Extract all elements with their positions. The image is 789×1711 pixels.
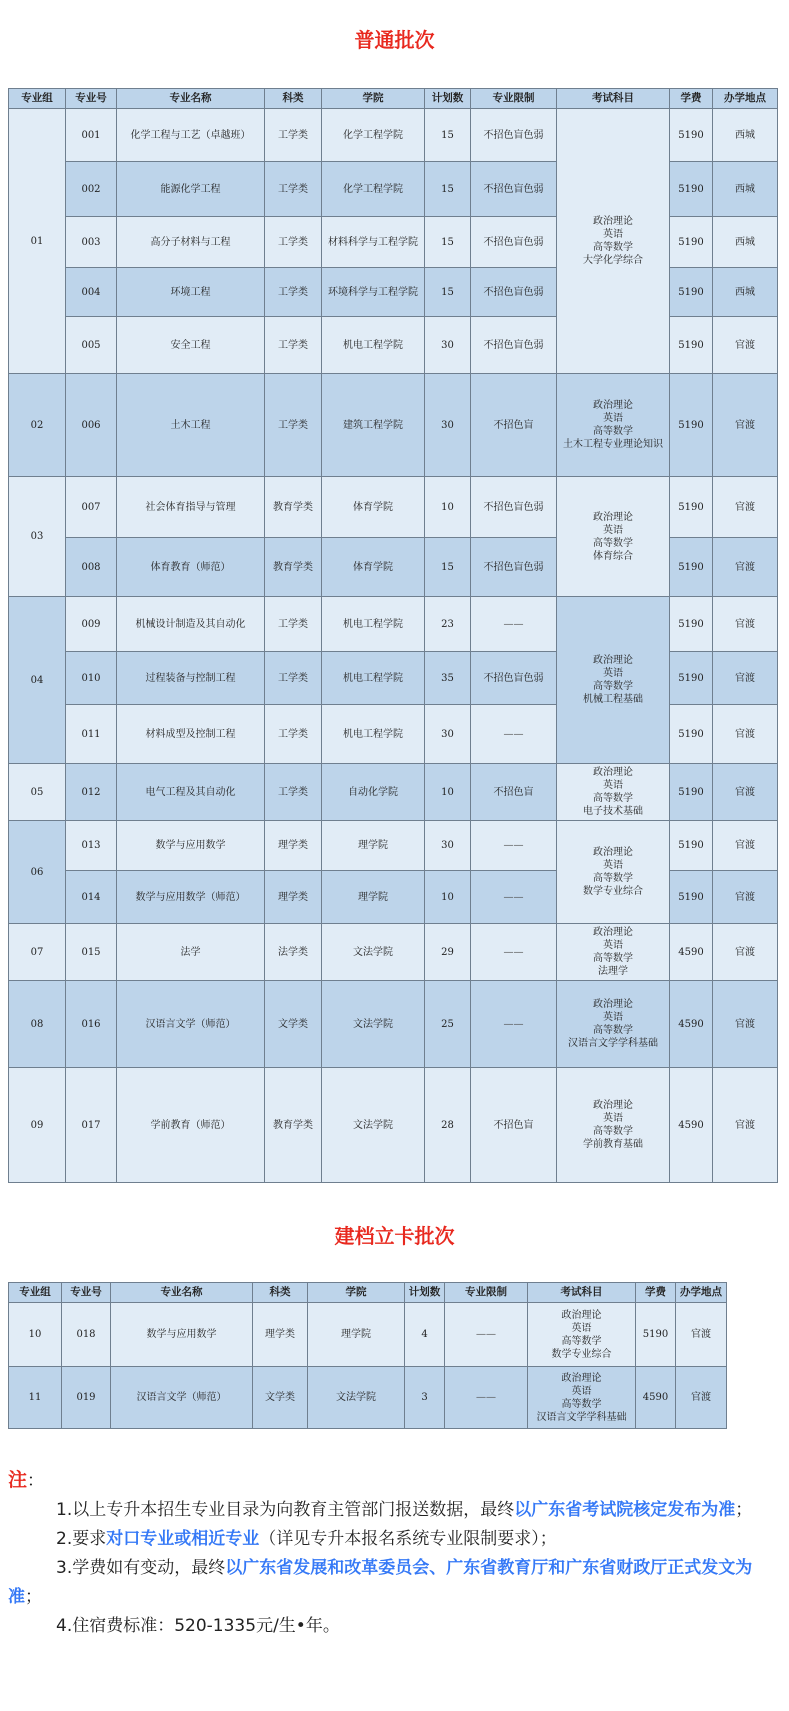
header-fee: 学费 — [636, 1283, 676, 1303]
college: 机电工程学院 — [322, 597, 425, 652]
exam-subjects: 政治理论 英语 高等数学 数学专业综合 — [528, 1303, 636, 1367]
table-row — [9, 764, 778, 821]
category: 工学类 — [265, 764, 322, 821]
fee: 4590 — [670, 981, 713, 1068]
major-name: 汉语言文学（师范） — [111, 1367, 253, 1429]
fee: 5190 — [670, 821, 713, 871]
category: 理学类 — [265, 871, 322, 924]
college: 理学院 — [322, 871, 425, 924]
college: 文法学院 — [308, 1367, 405, 1429]
major-name: 安全工程 — [117, 317, 265, 374]
restriction: —— — [445, 1303, 528, 1367]
exam-subjects: 政治理论 英语 高等数学 机械工程基础 — [557, 597, 670, 764]
category: 教育学类 — [265, 1068, 322, 1183]
plan: 35 — [425, 652, 471, 705]
college: 机电工程学院 — [322, 705, 425, 764]
notes-section — [8, 1466, 783, 1641]
location: 官渡 — [713, 538, 778, 597]
major-name: 体育教育（师范） — [117, 538, 265, 597]
exam-subjects: 政治理论 英语 高等数学 数学专业综合 — [557, 821, 670, 924]
category: 工学类 — [265, 705, 322, 764]
group-cell: 09 — [9, 1068, 66, 1183]
college: 文法学院 — [322, 1068, 425, 1183]
plan: 23 — [425, 597, 471, 652]
restriction: —— — [445, 1367, 528, 1429]
fee: 5190 — [670, 317, 713, 374]
major-no: 017 — [66, 1068, 117, 1183]
group-cell: 03 — [9, 477, 66, 597]
table-row — [9, 981, 778, 1068]
plan: 10 — [425, 871, 471, 924]
major-name: 化学工程与工艺（卓越班） — [117, 109, 265, 162]
major-name: 能源化学工程 — [117, 162, 265, 217]
plan: 15 — [425, 109, 471, 162]
notes-label: 注 — [8, 1469, 28, 1491]
college: 化学工程学院 — [322, 109, 425, 162]
location: 官渡 — [676, 1303, 727, 1367]
notes-heading: 注： — [8, 1469, 45, 1491]
header-plan: 计划数 — [425, 89, 471, 109]
location: 官渡 — [676, 1367, 727, 1429]
location: 官渡 — [713, 652, 778, 705]
header-location: 办学地点 — [713, 89, 778, 109]
header-restriction: 专业限制 — [471, 89, 557, 109]
major-no: 003 — [66, 217, 117, 268]
header-group: 专业组 — [9, 89, 66, 109]
group-cell: 07 — [9, 924, 66, 981]
major-no: 005 — [66, 317, 117, 374]
college: 材料科学与工程学院 — [322, 217, 425, 268]
restriction: —— — [471, 981, 557, 1068]
header-college: 学院 — [308, 1283, 405, 1303]
plan: 10 — [425, 764, 471, 821]
group-cell: 02 — [9, 374, 66, 477]
category: 文学类 — [265, 981, 322, 1068]
location: 官渡 — [713, 1068, 778, 1183]
category: 文学类 — [253, 1367, 308, 1429]
exam-subjects: 政治理论 英语 高等数学 学前教育基础 — [557, 1068, 670, 1183]
header-location: 办学地点 — [676, 1283, 727, 1303]
category: 工学类 — [265, 109, 322, 162]
fee: 4590 — [670, 1068, 713, 1183]
major-no: 006 — [66, 374, 117, 477]
major-no: 012 — [66, 764, 117, 821]
major-no: 016 — [66, 981, 117, 1068]
restriction: 不招色盲色弱 — [471, 109, 557, 162]
header-major-no: 专业号 — [62, 1283, 111, 1303]
college: 机电工程学院 — [322, 652, 425, 705]
major-no: 013 — [66, 821, 117, 871]
fee: 5190 — [670, 477, 713, 538]
fee: 4590 — [636, 1367, 676, 1429]
location: 西城 — [713, 217, 778, 268]
plan: 10 — [425, 477, 471, 538]
location: 官渡 — [713, 764, 778, 821]
category: 教育学类 — [265, 477, 322, 538]
college: 化学工程学院 — [322, 162, 425, 217]
header-major-name: 专业名称 — [111, 1283, 253, 1303]
poverty-batch-table — [8, 1282, 727, 1429]
category: 教育学类 — [265, 538, 322, 597]
header-fee: 学费 — [670, 89, 713, 109]
note-1: 1.以上专升本招生专业目录为向教育主管部门报送数据，最终以广东省考试院核定发布为准； — [56, 1500, 753, 1520]
location: 官渡 — [713, 705, 778, 764]
college: 自动化学院 — [322, 764, 425, 821]
section-title-poverty: 建档立卡批次 — [334, 1224, 455, 1248]
category: 工学类 — [265, 597, 322, 652]
location: 西城 — [713, 268, 778, 317]
major-no: 019 — [62, 1367, 111, 1429]
location: 官渡 — [713, 597, 778, 652]
header-category: 科类 — [265, 89, 322, 109]
table-row — [9, 1068, 778, 1183]
major-name: 过程装备与控制工程 — [117, 652, 265, 705]
major-name: 材料成型及控制工程 — [117, 705, 265, 764]
restriction: 不招色盲色弱 — [471, 477, 557, 538]
major-name: 环境工程 — [117, 268, 265, 317]
major-name: 汉语言文学（师范） — [117, 981, 265, 1068]
note-3: 3.学费如有变动，最终以广东省发展和改革委员会、广东省教育厅和广东省财政厅正式发文为准； — [8, 1558, 753, 1607]
major-no: 015 — [66, 924, 117, 981]
location: 西城 — [713, 162, 778, 217]
location: 官渡 — [713, 477, 778, 538]
fee: 5190 — [670, 597, 713, 652]
major-name: 数学与应用数学 — [117, 821, 265, 871]
restriction: 不招色盲色弱 — [471, 217, 557, 268]
group-cell: 04 — [9, 597, 66, 764]
major-name: 学前教育（师范） — [117, 1068, 265, 1183]
plan: 30 — [425, 705, 471, 764]
header-category: 科类 — [253, 1283, 308, 1303]
restriction: 不招色盲 — [471, 764, 557, 821]
header-exam: 考试科目 — [557, 89, 670, 109]
location: 官渡 — [713, 981, 778, 1068]
restriction: —— — [471, 871, 557, 924]
fee: 5190 — [670, 217, 713, 268]
category: 工学类 — [265, 317, 322, 374]
group-cell: 08 — [9, 981, 66, 1068]
exam-subjects: 政治理论 英语 高等数学 土木工程专业理论知识 — [557, 374, 670, 477]
plan: 15 — [425, 268, 471, 317]
exam-subjects: 政治理论 英语 高等数学 法理学 — [557, 924, 670, 981]
table-row — [9, 374, 778, 477]
group-cell: 06 — [9, 821, 66, 924]
plan: 29 — [425, 924, 471, 981]
category: 工学类 — [265, 268, 322, 317]
fee: 5190 — [670, 871, 713, 924]
fee: 5190 — [670, 652, 713, 705]
category: 工学类 — [265, 162, 322, 217]
fee: 5190 — [636, 1303, 676, 1367]
restriction: —— — [471, 705, 557, 764]
header-plan: 计划数 — [405, 1283, 445, 1303]
plan: 30 — [425, 374, 471, 477]
category: 工学类 — [265, 374, 322, 477]
plan: 30 — [425, 821, 471, 871]
category: 工学类 — [265, 217, 322, 268]
college: 环境科学与工程学院 — [322, 268, 425, 317]
group-cell: 10 — [9, 1303, 62, 1367]
major-no: 018 — [62, 1303, 111, 1367]
fee: 5190 — [670, 764, 713, 821]
major-name: 数学与应用数学 — [111, 1303, 253, 1367]
fee: 5190 — [670, 109, 713, 162]
restriction: 不招色盲色弱 — [471, 317, 557, 374]
college: 文法学院 — [322, 981, 425, 1068]
table-row — [9, 477, 778, 538]
group-cell: 01 — [9, 109, 66, 374]
location: 官渡 — [713, 871, 778, 924]
restriction: 不招色盲色弱 — [471, 268, 557, 317]
restriction: 不招色盲色弱 — [471, 162, 557, 217]
exam-subjects: 政治理论 英语 高等数学 汉语言文学学科基础 — [528, 1367, 636, 1429]
college: 理学院 — [322, 821, 425, 871]
exam-subjects: 政治理论 英语 高等数学 体育综合 — [557, 477, 670, 597]
restriction: —— — [471, 821, 557, 871]
header-major-name: 专业名称 — [117, 89, 265, 109]
restriction: —— — [471, 924, 557, 981]
section-title-regular: 普通批次 — [354, 28, 435, 52]
group-cell: 05 — [9, 764, 66, 821]
header-college: 学院 — [322, 89, 425, 109]
major-no: 014 — [66, 871, 117, 924]
table-row — [9, 1367, 727, 1429]
header-major-no: 专业号 — [66, 89, 117, 109]
plan: 15 — [425, 217, 471, 268]
plan: 15 — [425, 162, 471, 217]
college: 理学院 — [308, 1303, 405, 1367]
exam-subjects: 政治理论 英语 高等数学 汉语言文学学科基础 — [557, 981, 670, 1068]
exam-subjects: 政治理论 英语 高等数学 大学化学综合 — [557, 109, 670, 374]
fee: 5190 — [670, 162, 713, 217]
restriction: 不招色盲色弱 — [471, 538, 557, 597]
college: 机电工程学院 — [322, 317, 425, 374]
major-no: 004 — [66, 268, 117, 317]
header-exam: 考试科目 — [528, 1283, 636, 1303]
restriction: 不招色盲色弱 — [471, 652, 557, 705]
restriction: 不招色盲 — [471, 1068, 557, 1183]
major-name: 法学 — [117, 924, 265, 981]
restriction: —— — [471, 597, 557, 652]
category: 法学类 — [265, 924, 322, 981]
major-name: 数学与应用数学（师范） — [117, 871, 265, 924]
location: 官渡 — [713, 374, 778, 477]
plan: 25 — [425, 981, 471, 1068]
fee: 5190 — [670, 374, 713, 477]
major-name: 电气工程及其自动化 — [117, 764, 265, 821]
note-4: 4.住宿费标准：520-1335元/生•年。 — [56, 1616, 340, 1636]
fee: 5190 — [670, 538, 713, 597]
table-row — [9, 597, 778, 652]
major-name: 高分子材料与工程 — [117, 217, 265, 268]
restriction: 不招色盲 — [471, 374, 557, 477]
major-no: 007 — [66, 477, 117, 538]
regular-batch-table — [8, 88, 778, 1183]
major-name: 机械设计制造及其自动化 — [117, 597, 265, 652]
exam-subjects: 政治理论 英语 高等数学 电子技术基础 — [557, 764, 670, 821]
college: 文法学院 — [322, 924, 425, 981]
location: 官渡 — [713, 317, 778, 374]
group-cell: 11 — [9, 1367, 62, 1429]
note-2: 2.要求对口专业或相近专业（详见专升本报名系统专业限制要求）； — [56, 1529, 557, 1549]
major-no: 009 — [66, 597, 117, 652]
plan: 3 — [405, 1367, 445, 1429]
plan: 15 — [425, 538, 471, 597]
major-name: 土木工程 — [117, 374, 265, 477]
category: 理学类 — [253, 1303, 308, 1367]
category: 理学类 — [265, 821, 322, 871]
location: 官渡 — [713, 821, 778, 871]
major-no: 001 — [66, 109, 117, 162]
major-no: 010 — [66, 652, 117, 705]
major-no: 002 — [66, 162, 117, 217]
table-row — [9, 821, 778, 871]
header-group: 专业组 — [9, 1283, 62, 1303]
plan: 4 — [405, 1303, 445, 1367]
plan: 28 — [425, 1068, 471, 1183]
major-no: 008 — [66, 538, 117, 597]
table-row — [9, 109, 778, 162]
fee: 5190 — [670, 268, 713, 317]
table-row — [9, 924, 778, 981]
plan: 30 — [425, 317, 471, 374]
college: 体育学院 — [322, 477, 425, 538]
major-name: 社会体育指导与管理 — [117, 477, 265, 538]
college: 建筑工程学院 — [322, 374, 425, 477]
table-row — [9, 1303, 727, 1367]
location: 西城 — [713, 109, 778, 162]
location: 官渡 — [713, 924, 778, 981]
college: 体育学院 — [322, 538, 425, 597]
category: 工学类 — [265, 652, 322, 705]
major-no: 011 — [66, 705, 117, 764]
fee: 5190 — [670, 705, 713, 764]
fee: 4590 — [670, 924, 713, 981]
header-restriction: 专业限制 — [445, 1283, 528, 1303]
